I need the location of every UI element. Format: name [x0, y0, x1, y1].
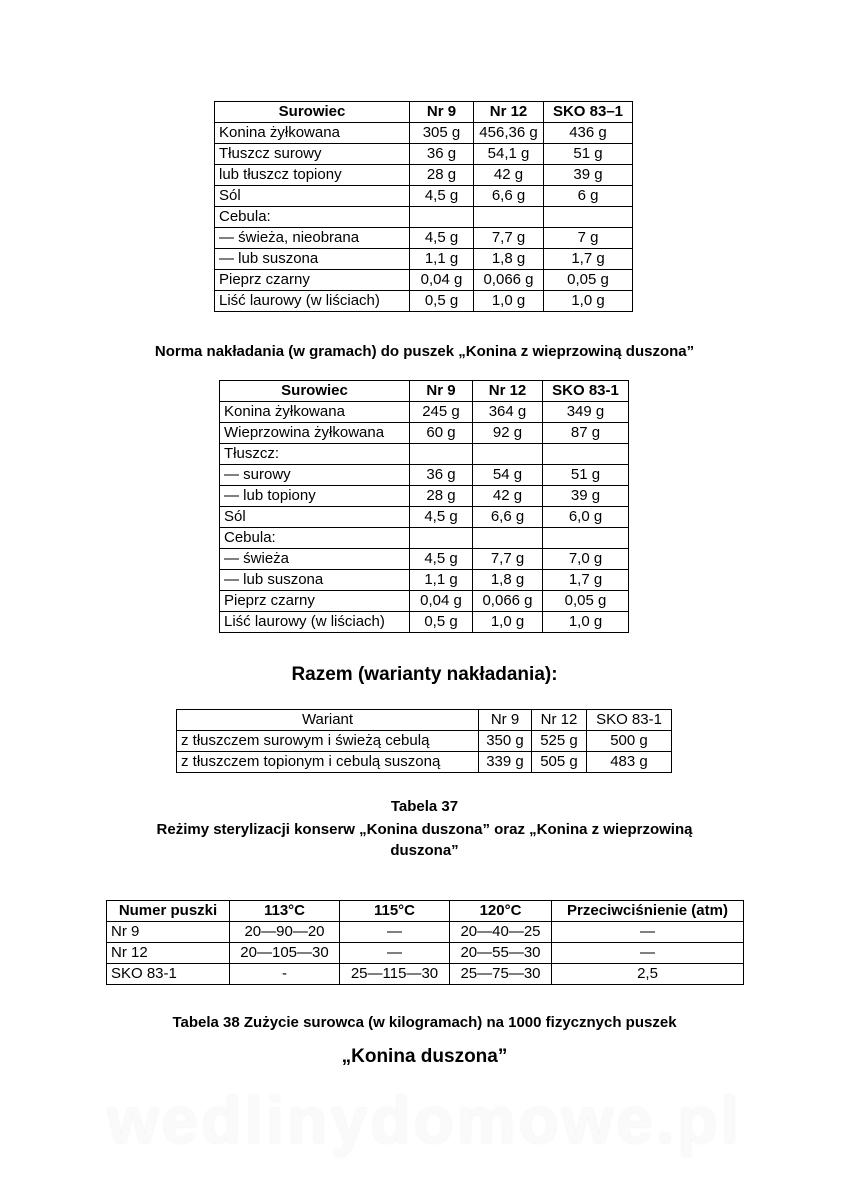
row-label-cell: z tłuszczem surowym i świeżą cebulą [177, 731, 479, 752]
value-cell: 0,5 g [410, 612, 473, 633]
table-title-38: Tabela 38 Zużycie surowca (w kilogramach) na 1000 fizycznych puszek [172, 1014, 677, 1031]
table-row [220, 402, 629, 423]
value-cell: 25—115—30 [340, 964, 450, 985]
table-row [220, 570, 629, 591]
table-row [220, 549, 629, 570]
sterilization-table [106, 900, 744, 985]
row-label-cell: Sól [215, 186, 410, 207]
value-cell: 36 g [410, 465, 473, 486]
table-row [215, 270, 633, 291]
value-cell: 1,7 g [543, 570, 629, 591]
row-label-cell: Nr 9 [107, 922, 230, 943]
value-cell: 0,066 g [474, 270, 544, 291]
table-row [215, 144, 633, 165]
column-header: Nr 12 [473, 381, 543, 402]
value-cell: 39 g [543, 486, 629, 507]
value-cell: — [552, 943, 744, 964]
value-cell [410, 444, 473, 465]
table-row [107, 943, 744, 964]
column-header: Nr 12 [474, 102, 544, 123]
value-cell: — [552, 922, 744, 943]
value-cell: 39 g [544, 165, 633, 186]
row-label-cell: — lub suszona [220, 570, 410, 591]
value-cell: 2,5 [552, 964, 744, 985]
value-cell: 1,0 g [544, 291, 633, 312]
column-header: Nr 9 [410, 381, 473, 402]
value-cell: 25—75—30 [450, 964, 552, 985]
column-header: 120°C [450, 901, 552, 922]
value-cell: 20—55—30 [450, 943, 552, 964]
table-header-row [215, 102, 633, 123]
table-row [220, 486, 629, 507]
value-cell [473, 528, 543, 549]
row-label-cell: — lub suszona [215, 249, 410, 270]
value-cell: 20—40—25 [450, 922, 552, 943]
value-cell: 525 g [532, 731, 587, 752]
column-header: 113°C [230, 901, 340, 922]
row-label-cell: — świeża [220, 549, 410, 570]
value-cell: 6,0 g [543, 507, 629, 528]
value-cell: — [340, 943, 450, 964]
value-cell: 1,8 g [474, 249, 544, 270]
table-label-37: Tabela 37 [390, 798, 459, 815]
value-cell: 0,05 g [544, 270, 633, 291]
table-row [107, 922, 744, 943]
value-cell: 349 g [543, 402, 629, 423]
table-header-row [107, 901, 744, 922]
value-cell [543, 444, 629, 465]
value-cell: 1,0 g [474, 291, 544, 312]
value-cell: 305 g [410, 123, 474, 144]
value-cell: 4,5 g [410, 186, 474, 207]
ingredients-table-konina-wieprzowina [219, 380, 629, 633]
row-label-cell: SKO 83-1 [107, 964, 230, 985]
value-cell: 7,7 g [474, 228, 544, 249]
row-label-cell: z tłuszczem topionym i cebulą suszoną [177, 752, 479, 773]
value-cell: — [340, 922, 450, 943]
table-row [220, 444, 629, 465]
value-cell: 0,066 g [473, 591, 543, 612]
value-cell: 92 g [473, 423, 543, 444]
value-cell [544, 207, 633, 228]
value-cell: 456,36 g [474, 123, 544, 144]
row-label-cell: — lub topiony [220, 486, 410, 507]
section-heading-konina-duszona: „Konina duszona” [341, 1046, 508, 1067]
value-cell: 500 g [587, 731, 672, 752]
value-cell [410, 528, 473, 549]
table-row [215, 207, 633, 228]
table-row [107, 964, 744, 985]
column-header: SKO 83-1 [543, 381, 629, 402]
table-caption-norma: Norma nakładania (w gramach) do puszek „Konina z wieprzowiną duszona” [154, 343, 695, 360]
table-row [215, 123, 633, 144]
value-cell: 339 g [479, 752, 532, 773]
value-cell: 7,7 g [473, 549, 543, 570]
row-label-cell: — świeża, nieobrana [215, 228, 410, 249]
column-header: 115°C [340, 901, 450, 922]
ingredients-table-konina [214, 101, 633, 312]
value-cell [474, 207, 544, 228]
row-label-cell: Tłuszcz: [220, 444, 410, 465]
column-header: Nr 9 [479, 710, 532, 731]
table-row [220, 612, 629, 633]
table-header-row [220, 381, 629, 402]
value-cell: 6 g [544, 186, 633, 207]
value-cell: 1,0 g [543, 612, 629, 633]
row-label-cell: Liść laurowy (w liściach) [215, 291, 410, 312]
value-cell: 54,1 g [474, 144, 544, 165]
value-cell [473, 444, 543, 465]
table-row [215, 228, 633, 249]
column-header: Nr 12 [532, 710, 587, 731]
table-title-37-line2: duszona” [390, 842, 459, 859]
value-cell: 4,5 g [410, 549, 473, 570]
row-label-cell: lub tłuszcz topiony [215, 165, 410, 186]
value-cell: 483 g [587, 752, 672, 773]
value-cell: 1,1 g [410, 249, 474, 270]
value-cell: 0,04 g [410, 270, 474, 291]
value-cell: 1,8 g [473, 570, 543, 591]
table-row [215, 165, 633, 186]
value-cell [410, 207, 474, 228]
variants-table [176, 709, 672, 773]
table-row [177, 752, 672, 773]
value-cell: 36 g [410, 144, 474, 165]
value-cell: 0,5 g [410, 291, 474, 312]
value-cell: 6,6 g [474, 186, 544, 207]
value-cell: 51 g [544, 144, 633, 165]
row-label-cell: Konina żyłkowana [220, 402, 410, 423]
column-header: Nr 9 [410, 102, 474, 123]
row-label-cell: Pieprz czarny [220, 591, 410, 612]
table-row [220, 423, 629, 444]
row-label-cell: Pieprz czarny [215, 270, 410, 291]
row-label-cell: Cebula: [220, 528, 410, 549]
value-cell: 20—105—30 [230, 943, 340, 964]
table-row [220, 591, 629, 612]
value-cell: 4,5 g [410, 507, 473, 528]
value-cell: 1,1 g [410, 570, 473, 591]
row-label-cell: Konina żyłkowana [215, 123, 410, 144]
value-cell: 51 g [543, 465, 629, 486]
table-row [220, 507, 629, 528]
table-row [215, 291, 633, 312]
value-cell: 6,6 g [473, 507, 543, 528]
column-header: SKO 83-1 [587, 710, 672, 731]
value-cell: 350 g [479, 731, 532, 752]
column-header: Surowiec [215, 102, 410, 123]
column-header: SKO 83–1 [544, 102, 633, 123]
column-header: Numer puszki [107, 901, 230, 922]
row-label-cell: Liść laurowy (w liściach) [220, 612, 410, 633]
value-cell: 42 g [473, 486, 543, 507]
row-label-cell: Tłuszcz surowy [215, 144, 410, 165]
column-header: Wariant [177, 710, 479, 731]
watermark-text: wedlinydomowe.pl [107, 1083, 742, 1157]
value-cell: 87 g [543, 423, 629, 444]
row-label-cell: — surowy [220, 465, 410, 486]
column-header: Surowiec [220, 381, 410, 402]
row-label-cell: Nr 12 [107, 943, 230, 964]
value-cell: 364 g [473, 402, 543, 423]
row-label-cell: Sól [220, 507, 410, 528]
value-cell: - [230, 964, 340, 985]
table-header-row [177, 710, 672, 731]
value-cell: 54 g [473, 465, 543, 486]
table-row [220, 528, 629, 549]
value-cell: 1,7 g [544, 249, 633, 270]
value-cell: 42 g [474, 165, 544, 186]
value-cell: 0,05 g [543, 591, 629, 612]
value-cell: 245 g [410, 402, 473, 423]
table-row [177, 731, 672, 752]
column-header: Przeciwciśnienie (atm) [552, 901, 744, 922]
value-cell: 60 g [410, 423, 473, 444]
value-cell: 1,0 g [473, 612, 543, 633]
row-label-cell: Cebula: [215, 207, 410, 228]
value-cell: 505 g [532, 752, 587, 773]
value-cell: 4,5 g [410, 228, 474, 249]
value-cell [543, 528, 629, 549]
section-heading-razem: Razem (warianty nakładania): [291, 664, 558, 685]
table-title-37-line1: Reżimy sterylizacji konserw „Konina duszona” oraz „Konina z wieprzowiną [156, 821, 693, 838]
value-cell: 28 g [410, 486, 473, 507]
value-cell: 0,04 g [410, 591, 473, 612]
value-cell: 28 g [410, 165, 474, 186]
value-cell: 436 g [544, 123, 633, 144]
table-row [215, 249, 633, 270]
value-cell: 7,0 g [543, 549, 629, 570]
row-label-cell: Wieprzowina żyłkowana [220, 423, 410, 444]
value-cell: 7 g [544, 228, 633, 249]
table-row [220, 465, 629, 486]
value-cell: 20—90—20 [230, 922, 340, 943]
table-row [215, 186, 633, 207]
